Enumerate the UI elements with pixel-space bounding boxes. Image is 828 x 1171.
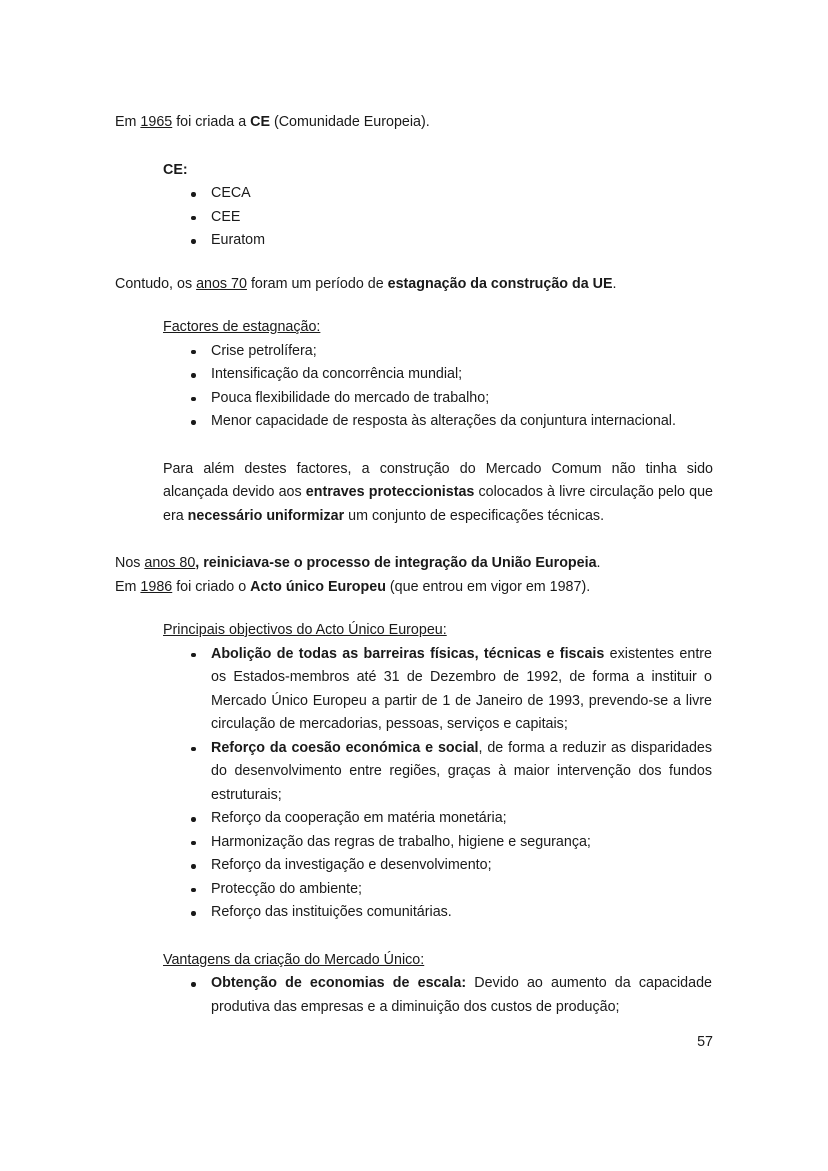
list-item: Intensificação da concorrência mundial; bbox=[115, 363, 713, 387]
list-factores bbox=[115, 340, 713, 434]
intro-prefix: Em bbox=[115, 114, 141, 130]
list-item: Menor capacidade de resposta às alterações da conjuntura internacional. bbox=[115, 410, 713, 434]
spacer bbox=[115, 253, 713, 273]
acto-prefix: Em bbox=[115, 578, 141, 595]
list-vantagens bbox=[115, 972, 713, 1019]
contudo-prefix: Contudo, os bbox=[115, 275, 197, 292]
list-item-text: existentes entre os Estados-membros até 31 de Dezembro de 1992, de forma a instituir o Mercado Único Europeu a partir de 1 de Janeiro de 1993, prevendo-se a livre circulação de mercadorias, pessoas, serviços e capitais; bbox=[211, 645, 713, 732]
intro-suffix: (Comunidade Europeia). bbox=[270, 114, 430, 130]
acto-middle: foi criado o bbox=[172, 578, 251, 595]
acto-underline: 1986 bbox=[140, 578, 173, 595]
anos80-bold: , reiniciava-se o processo de integração da União Europeia bbox=[195, 555, 597, 571]
paragraph-anos80 bbox=[115, 552, 713, 576]
list-item-text: Reforço da investigação e desenvolvimento; bbox=[211, 857, 492, 873]
spacer bbox=[115, 296, 713, 316]
list-item bbox=[115, 807, 712, 831]
mercado-bold2: necessário uniformizar bbox=[187, 507, 345, 524]
acto-suffix: (que entrou em vigor em 1987). bbox=[385, 578, 591, 595]
list-item bbox=[115, 737, 712, 808]
paragraph-mercado-comum bbox=[163, 458, 713, 529]
list-item bbox=[115, 831, 712, 855]
list-item: CECA bbox=[115, 182, 713, 206]
list-item-bold: Reforço da coesão económica e social bbox=[211, 739, 479, 756]
page-content bbox=[115, 111, 713, 1019]
mercado-part1: Para além destes factores, a construção do Mercado Comum não tinha sido alcançada devido aos bbox=[163, 460, 713, 500]
list-item: CEE bbox=[115, 206, 713, 230]
contudo-middle: foram um período de bbox=[246, 275, 388, 292]
spacer bbox=[115, 434, 713, 458]
list-item-bold: Obtenção de economias de escala: bbox=[211, 975, 467, 991]
page-number: 57 bbox=[697, 1034, 713, 1050]
list-item: Pouca flexibilidade do mercado de trabalho; bbox=[115, 387, 713, 411]
contudo-bold: estagnação da construção da UE bbox=[387, 275, 613, 292]
spacer bbox=[115, 599, 713, 619]
intro-year: 1965 bbox=[140, 114, 173, 130]
list-item: Crise petrolífera; bbox=[115, 340, 713, 364]
list-item-text: , de forma a reduzir as disparidades do desenvolvimento entre regiões, graças à maior intervenção dos fundos estruturais; bbox=[211, 739, 712, 803]
list-item: Euratom bbox=[115, 229, 713, 253]
anos80-underline: anos 80 bbox=[144, 555, 196, 571]
heading-factores: Factores de estagnação: bbox=[163, 319, 321, 335]
mercado-part3: um conjunto de especificações técnicas. bbox=[344, 507, 605, 524]
list-item-bold: Abolição de todas as barreiras físicas, técnicas e fiscais bbox=[211, 645, 605, 662]
heading-objectivos: Principais objectivos do Acto Único Europeu: bbox=[163, 622, 447, 638]
list-item bbox=[115, 643, 712, 737]
intro-bold: CE bbox=[250, 114, 270, 130]
list-objectivos bbox=[115, 643, 713, 925]
mercado-part2: colocados à livre circulação pelo que era bbox=[163, 484, 713, 524]
paragraph-contudo bbox=[115, 273, 713, 297]
list-item bbox=[115, 878, 712, 902]
heading-vantagens: Vantagens da criação do Mercado Único: bbox=[163, 951, 425, 968]
spacer bbox=[115, 528, 713, 552]
paragraph-acto-unico bbox=[115, 576, 713, 600]
spacer bbox=[115, 135, 713, 159]
list-item bbox=[115, 972, 712, 1019]
heading-ce: CE: bbox=[163, 161, 188, 178]
list-item bbox=[115, 901, 712, 925]
list-item-text: Reforço da cooperação em matéria monetária; bbox=[211, 810, 507, 826]
list-item-text: Harmonização das regras de trabalho, higiene e segurança; bbox=[211, 833, 591, 850]
spacer bbox=[115, 925, 713, 949]
list-item-text: Protecção do ambiente; bbox=[211, 880, 363, 897]
anos80-prefix: Nos bbox=[115, 555, 145, 571]
list-item bbox=[115, 854, 712, 878]
mercado-bold1: entraves proteccionistas bbox=[305, 484, 475, 500]
paragraph-intro bbox=[115, 111, 713, 135]
anos80-suffix: . bbox=[596, 555, 601, 571]
contudo-underline: anos 70 bbox=[196, 275, 247, 292]
list-item-text: Devido ao aumento da capacidade produtiva das empresas e a diminuição dos custos de produção; bbox=[211, 975, 712, 1015]
acto-bold: Acto único Europeu bbox=[250, 578, 386, 595]
contudo-suffix: . bbox=[612, 275, 617, 292]
list-ce bbox=[115, 182, 713, 253]
intro-middle: foi criada a bbox=[172, 114, 251, 130]
list-item-text: Reforço das instituições comunitárias. bbox=[211, 904, 452, 920]
